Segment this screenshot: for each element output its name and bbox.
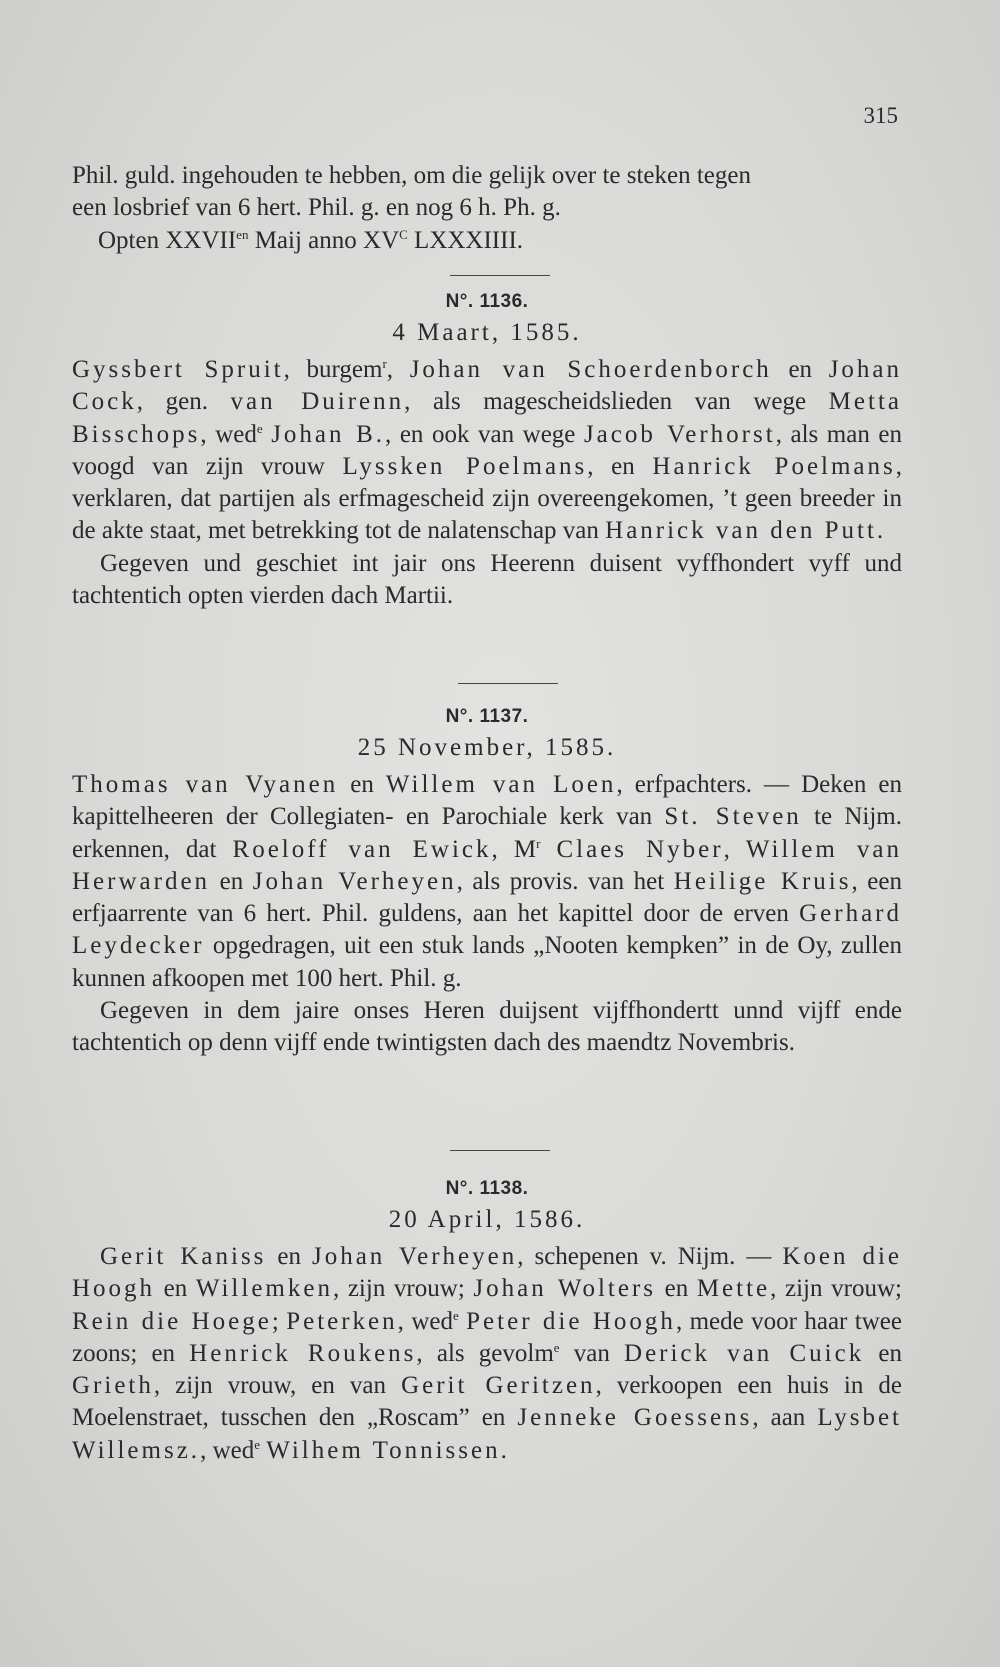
person-name: Claes Nyber	[556, 835, 724, 863]
person-name: Wilhem Tonnissen	[266, 1436, 501, 1464]
entry-number: N°. 1138.	[445, 1178, 529, 1199]
entry-given: Gegeven und geschiet int jair ons Heerenn duisent vyffhondert vyff und tachtentich opten vierden dach Martii.	[72, 549, 902, 610]
person-name: Johan Verheyen	[252, 867, 457, 895]
person-name: Jacob Verhorst	[583, 420, 776, 448]
person-name: Willem van Herwarden	[72, 835, 903, 895]
person-name: Gyssbert Spruit	[72, 356, 284, 383]
entry-date: 20 April, 1586.	[388, 1206, 586, 1233]
entry-summary: Thomas van Vyanen en Willem van Loen, erfpachters. — Deken en kapittelheeren der Collegiaten- en Parochiale kerk van St. Steven te Nijm. erkennen, dat Roeloff van Ewick, $M^r$ Claes Nyber, Willem van Herwarden en Johan Verheyen, als provis. van het Heilige Kruis, een erfjaarrente van 6 hert. Phil. guldens, aan het kapittel door de erven Gerhard Leydecker opgedragen, uit een stuk lands „Nooten kempken” in de Oy, zullen kunnen afkoopen met 100 hert. Phil. g.	[72, 771, 903, 992]
person-name: Metta Bisschops	[72, 388, 902, 448]
entry-date: 4 Maart, 1585.	[392, 319, 582, 346]
prelude-date-line: Opten $XXVII^{en}$ Maij anno $XV^C$ LXXXIIII.	[98, 226, 524, 254]
person-name: Lyssken Poelmans	[342, 452, 588, 480]
divider	[458, 683, 558, 684]
divider	[450, 275, 550, 276]
page-number: 315	[863, 103, 898, 128]
person-name: Gerit Kaniss	[100, 1243, 267, 1270]
person-name: Grieth	[72, 1372, 154, 1400]
divider	[450, 1150, 550, 1151]
entry-given: Gegeven in dem jaire onses Heren duijsent vijffhondertt unnd vijff ende tachtentich op denn vijff ende twintigsten dach des maendtz Novembris.	[72, 997, 902, 1057]
person-name: Gerit Geritzen	[401, 1372, 596, 1400]
person-name: Lysbet Willemsz.	[72, 1404, 902, 1464]
person-name: Derick van Cuick	[624, 1339, 865, 1367]
place-name: Heilige Kruis	[673, 867, 852, 895]
entry-1136	[72, 288, 902, 612]
person-name: Johan B.	[271, 420, 386, 448]
person-name: Roeloff van Ewick	[232, 835, 492, 863]
prelude-line-2: een losbrief van 6 hert. Phil. g. en nog 6 h. Ph. g.	[72, 194, 561, 222]
entry-summary: Gerit Kaniss en Johan Verheyen, schepenen v. Nijm. — Koen die Hoogh en Willemken, zijn vrouw; Johan Wolters en Mette, zijn vrouw; Rein die Hoege; Peterken, wed$^e$ Peter die Hoogh, mede voor haar twee zoons; en Henrick Roukens, als gevolm$^e$ van Derick van Cuick en Grieth, zijn vrouw, en van Gerit Geritzen, verkoopen een huis in de Moelenstraet, tusschen den „Roscam” en Jenneke Goessens, aan Lysbet Willemsz., wed$^e$ Wilhem Tonnissen.	[72, 1243, 902, 1464]
person-name: van Duirenn	[230, 388, 405, 416]
place-name: St. Steven	[664, 803, 802, 831]
prelude-text	[72, 160, 902, 257]
person-name: Hanrick Poelmans	[652, 452, 896, 480]
person-name: Henrick Roukens	[189, 1339, 417, 1367]
prelude-line-1: Phil. guld. ingehouden te hebben, om die gelijk over te steken tegen	[72, 162, 752, 189]
person-name: Mette	[696, 1275, 771, 1303]
person-name: Hanrick van den Putt	[605, 517, 877, 545]
person-name: Koen die Hoogh	[72, 1243, 902, 1303]
entry-number: N°. 1136.	[445, 291, 529, 312]
person-name: Johan van Schoerdenborch	[409, 356, 772, 383]
person-name: Johan Cock	[72, 356, 903, 416]
entry-1138	[72, 1175, 902, 1467]
person-name: Peter die Hoogh	[466, 1307, 676, 1335]
person-name: Thomas van Vyanen	[72, 771, 339, 798]
person-name: Jenneke Goessens	[517, 1404, 753, 1432]
person-name: Willem van Loen	[385, 771, 617, 798]
person-name: Gerhard Leydecker	[72, 900, 902, 960]
person-name: Rein die Hoege	[72, 1307, 272, 1335]
entry-number: N°. 1137.	[445, 706, 529, 727]
person-name: Willemken	[195, 1275, 333, 1303]
entry-1137	[72, 703, 902, 1060]
entry-date: 25 November, 1585.	[357, 734, 617, 761]
person-name: Johan Wolters	[473, 1275, 656, 1303]
entry-summary: Gyssbert Spruit, burgem$^r$, Johan van Schoerdenborch en Johan Cock, gen. van Duirenn, als magescheidslieden van wege Metta Bisschops, wed$^e$ Johan B., en ook van wege Jacob Verhorst, als man en voogd van zijn vrouw Lyssken Poelmans, en Hanrick Poelmans, verklaren, dat partijen als erfmagescheid zijn overeengekomen, ’t geen breeder in de akte staat, met betrekking tot de nalatenschap van Hanrick van den Putt.	[72, 356, 903, 545]
person-name: Peterken	[286, 1307, 398, 1335]
person-name: Johan Verheyen	[311, 1243, 518, 1270]
